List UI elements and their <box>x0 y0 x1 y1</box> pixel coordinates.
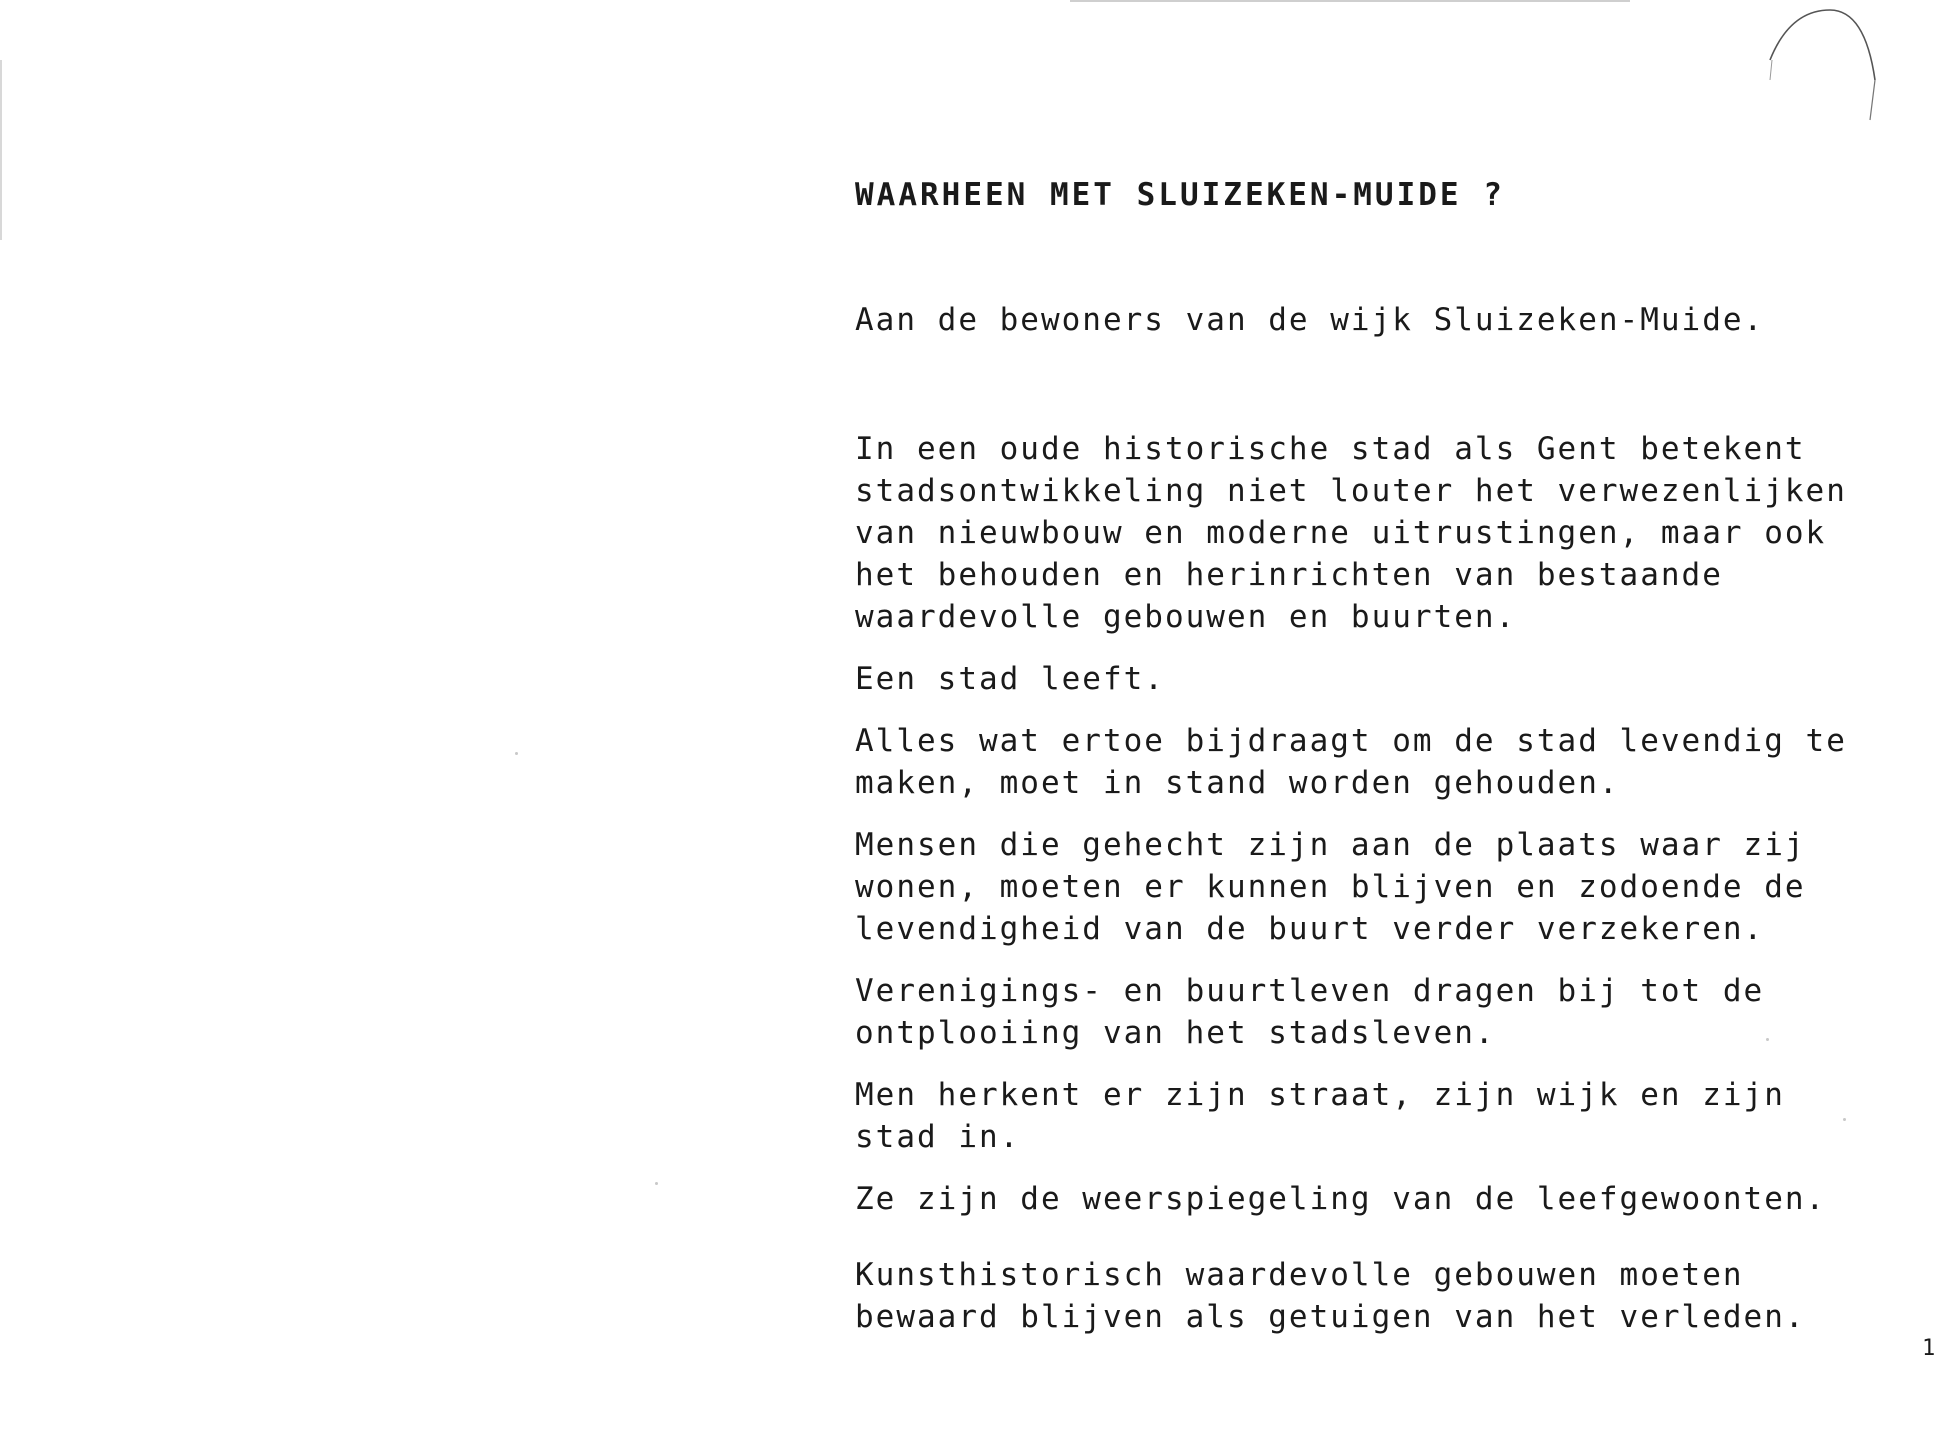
paragraph: Alles wat ertoe bijdraagt om de stad levendig te maken, moet in stand worden gehouden. <box>855 723 1847 801</box>
scan-speck <box>655 1182 658 1185</box>
paragraph: In een oude historische stad als Gent betekent stadsontwikkeling niet louter het verwezenlijken van nieuwbouw en moderne uitrustingen, maar ook het behouden en herinrichten van bestaande waardevolle gebouwen en buurten. <box>855 431 1847 635</box>
pencil-corner-mark <box>1760 0 1920 150</box>
paragraph: Verenigings- en buurtleven dragen bij tot de ontplooiing van het stadsleven. <box>855 973 1765 1051</box>
paragraph: Kunsthistorisch waardevolle gebouwen moeten bewaard blijven als getuigen van het verleden. <box>855 1257 1806 1335</box>
scan-edge-left <box>0 60 2 240</box>
paragraph: Een stad leeft. <box>855 661 1165 697</box>
scan-edge-top <box>1070 0 1630 2</box>
letter-body <box>855 177 1885 1335</box>
salutation: Aan de bewoners van de wijk Sluizeken-Muide. <box>855 302 1765 338</box>
paragraph: Mensen die gehecht zijn aan de plaats waar zij wonen, moeten er kunnen blijven en zodoende de levendigheid van de buurt verder verzekeren. <box>855 827 1806 947</box>
paragraph-list <box>855 428 1885 1358</box>
paragraph: Ze zijn de weerspiegeling van de leefgewoonten. <box>855 1181 1827 1217</box>
document-title: WAARHEEN MET SLUIZEKEN-MUIDE ? <box>855 177 1505 213</box>
page-number: 1 <box>1922 1336 1936 1361</box>
paragraph: Men herkent er zijn straat, zijn wijk en zijn stad in. <box>855 1077 1785 1155</box>
scan-speck <box>515 752 518 755</box>
